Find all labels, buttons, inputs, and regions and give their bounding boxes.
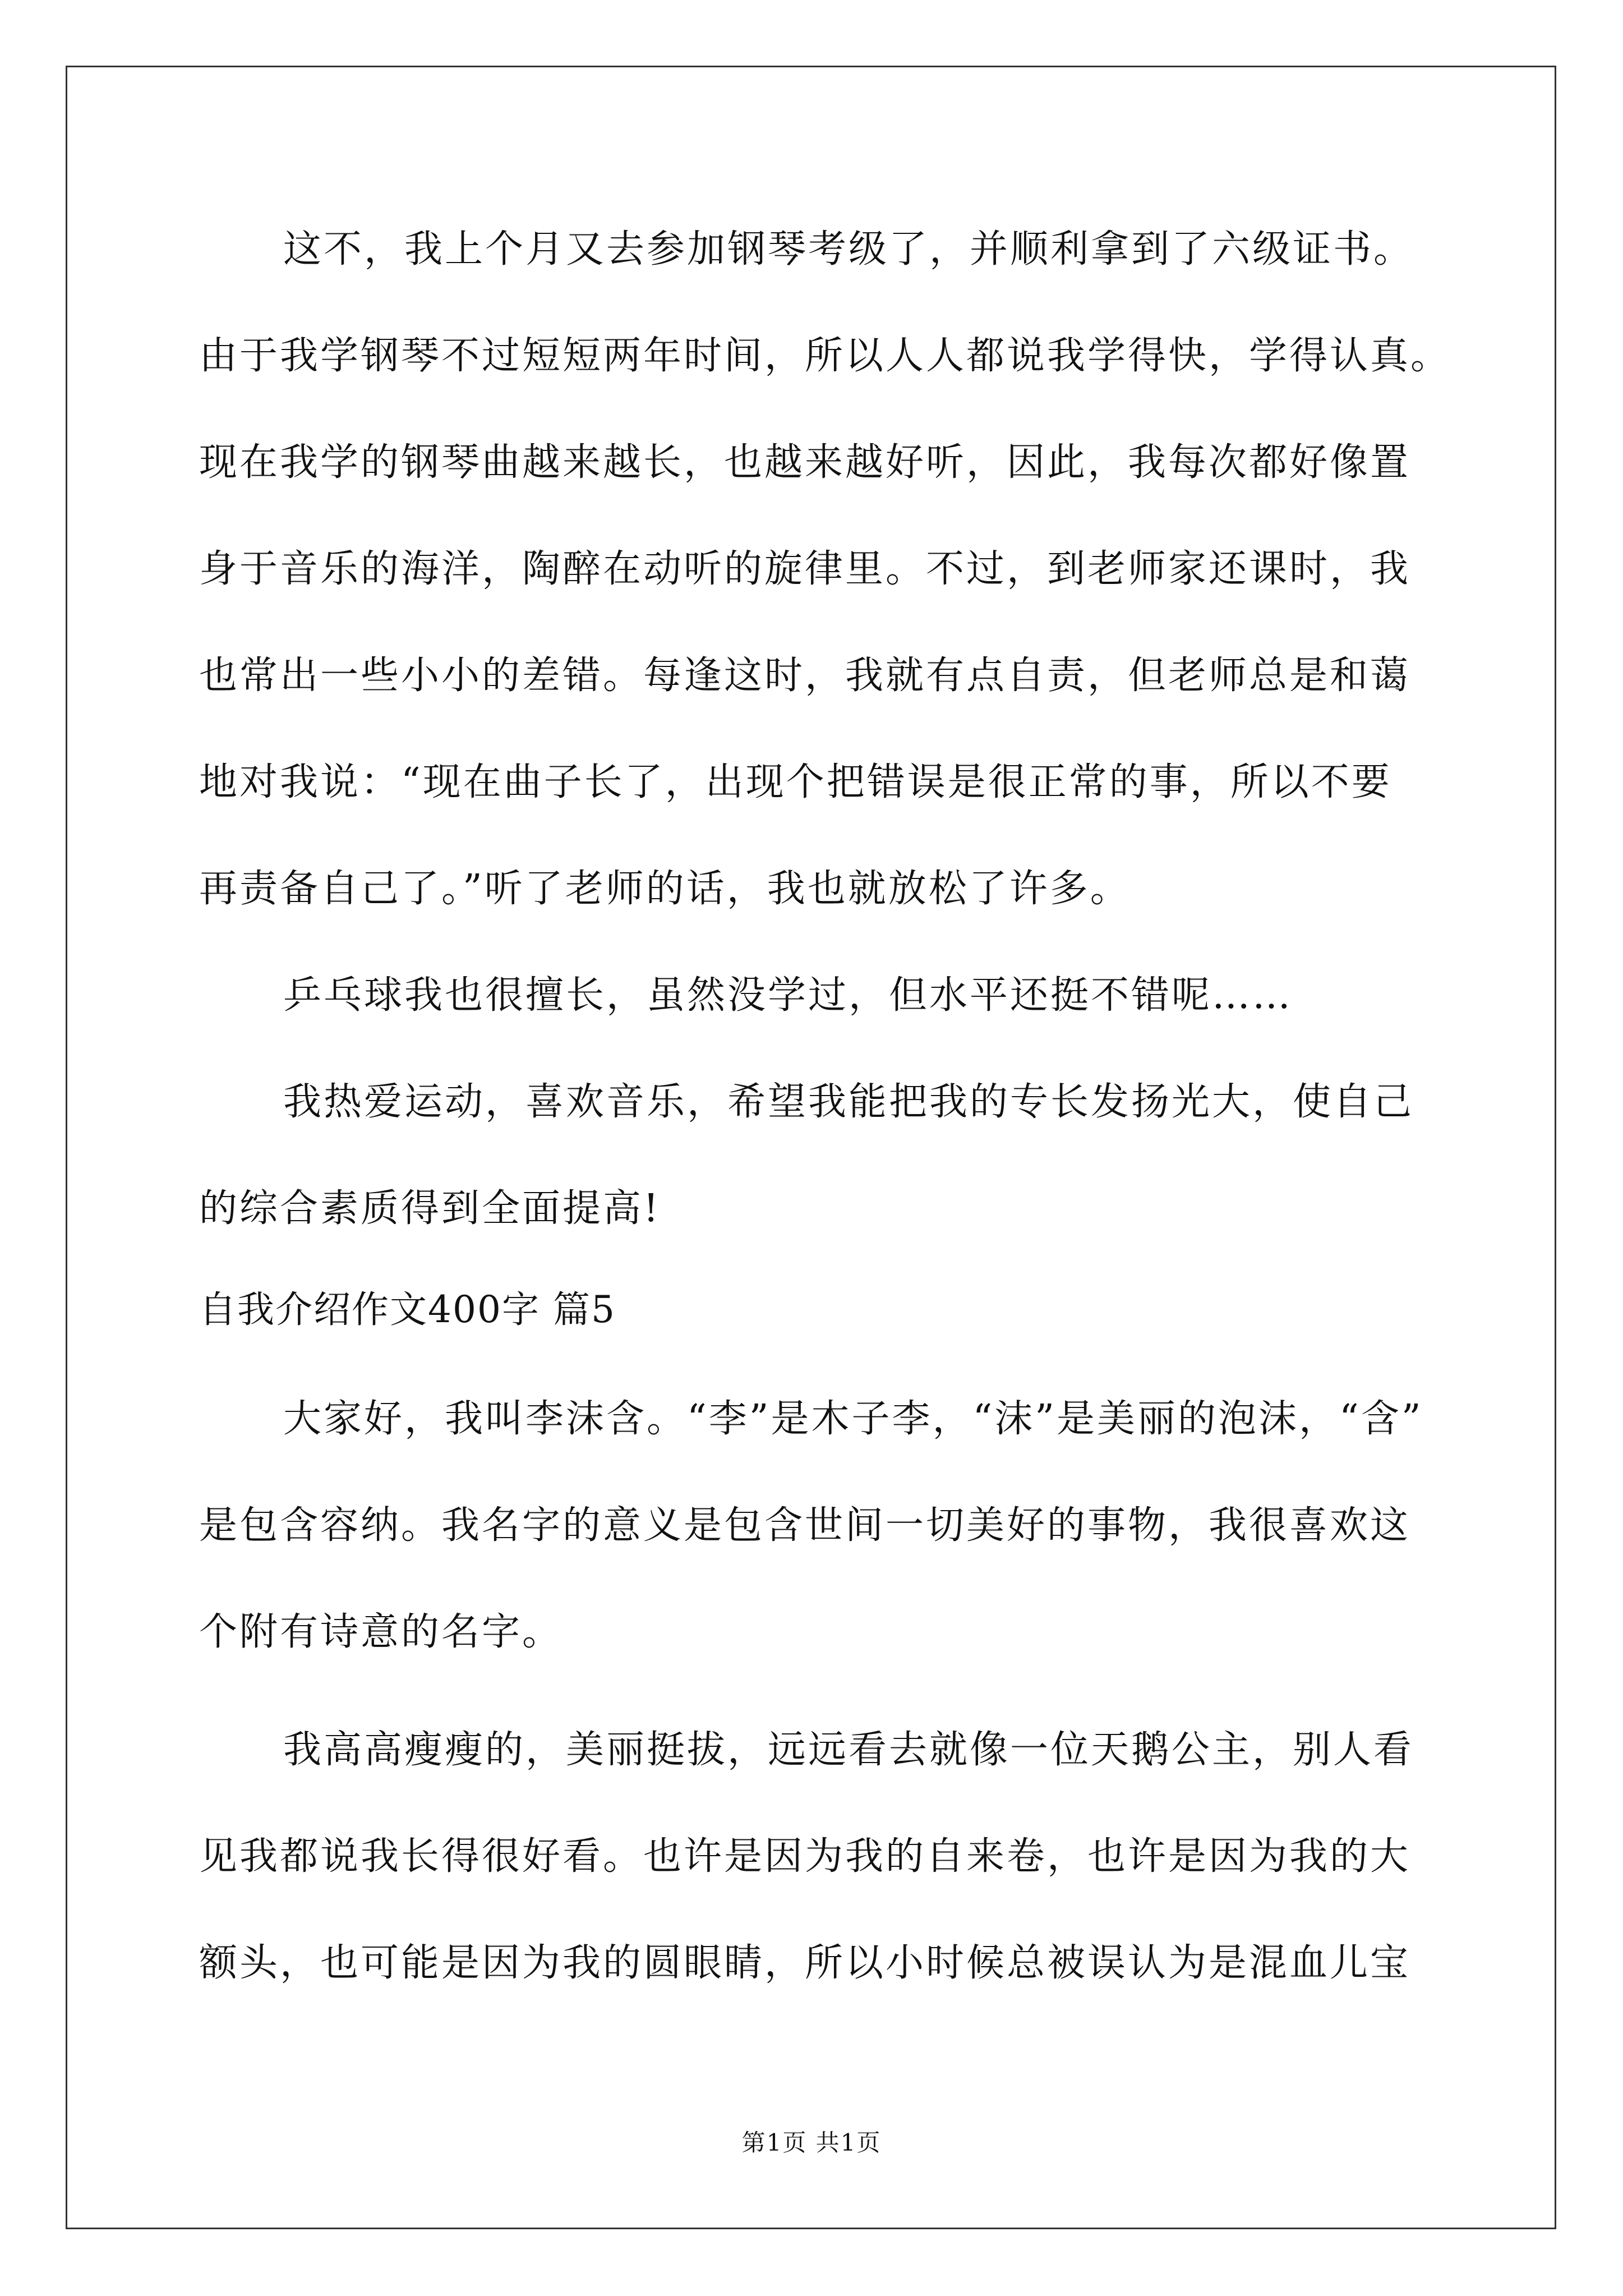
text-line: 再责备自己了。”听了老师的话，我也就放松了许多。 bbox=[199, 867, 1131, 911]
text-line: 地对我说：“现在曲子长了，出现个把错误是很正常的事，所以不要 bbox=[199, 760, 1392, 804]
text-line: 乒乓球我也很擅长，虽然没学过，但水平还挺不错呢…… bbox=[283, 973, 1293, 1018]
text-line: 个附有诗意的名字。 bbox=[199, 1610, 563, 1654]
text-line: 我热爱运动，喜欢音乐，希望我能把我的专长发扬光大，使自己 bbox=[283, 1080, 1414, 1124]
text-line: 也常出一些小小的差错。每逢这时，我就有点自责，但老师总是和蔼 bbox=[199, 654, 1411, 698]
text-line: 现在我学的钢琴曲越来越长，也越来越好听，因此，我每次都好像置 bbox=[199, 440, 1411, 485]
text-line: 由于我学钢琴不过短短两年时间，所以人人都说我学得快，学得认真。 bbox=[199, 334, 1451, 378]
text-line: 见我都说我长得很好看。也许是因为我的自来卷，也许是因为我的大 bbox=[199, 1834, 1411, 1879]
text-line: 额头，也可能是因为我的圆眼睛，所以小时候总被误认为是混血儿宝 bbox=[199, 1941, 1411, 1985]
text-line: 我高高瘦瘦的，美丽挺拔，远远看去就像一位天鹅公主，别人看 bbox=[283, 1728, 1414, 1772]
text-line: 的综合素质得到全面提高! bbox=[199, 1186, 661, 1231]
page-footer: 第1页 共1页 bbox=[741, 2129, 882, 2156]
text-line: 是包含容纳。我名字的意义是包含世间一切美好的事物，我很喜欢这 bbox=[199, 1503, 1411, 1548]
text-line: 这不，我上个月又去参加钢琴考级了，并顺利拿到了六级证书。 bbox=[283, 227, 1414, 272]
text-line: 身于音乐的海洋，陶醉在动听的旋律里。不过，到老师家还课时，我 bbox=[199, 547, 1411, 591]
page-border bbox=[66, 66, 1556, 2229]
text-line: 大家好，我叫李沫含。“李”是木子李，“沫”是美丽的泡沫，“含” bbox=[283, 1397, 1423, 1441]
section-heading: 自我介绍作文400字 篇5 bbox=[199, 1288, 616, 1331]
